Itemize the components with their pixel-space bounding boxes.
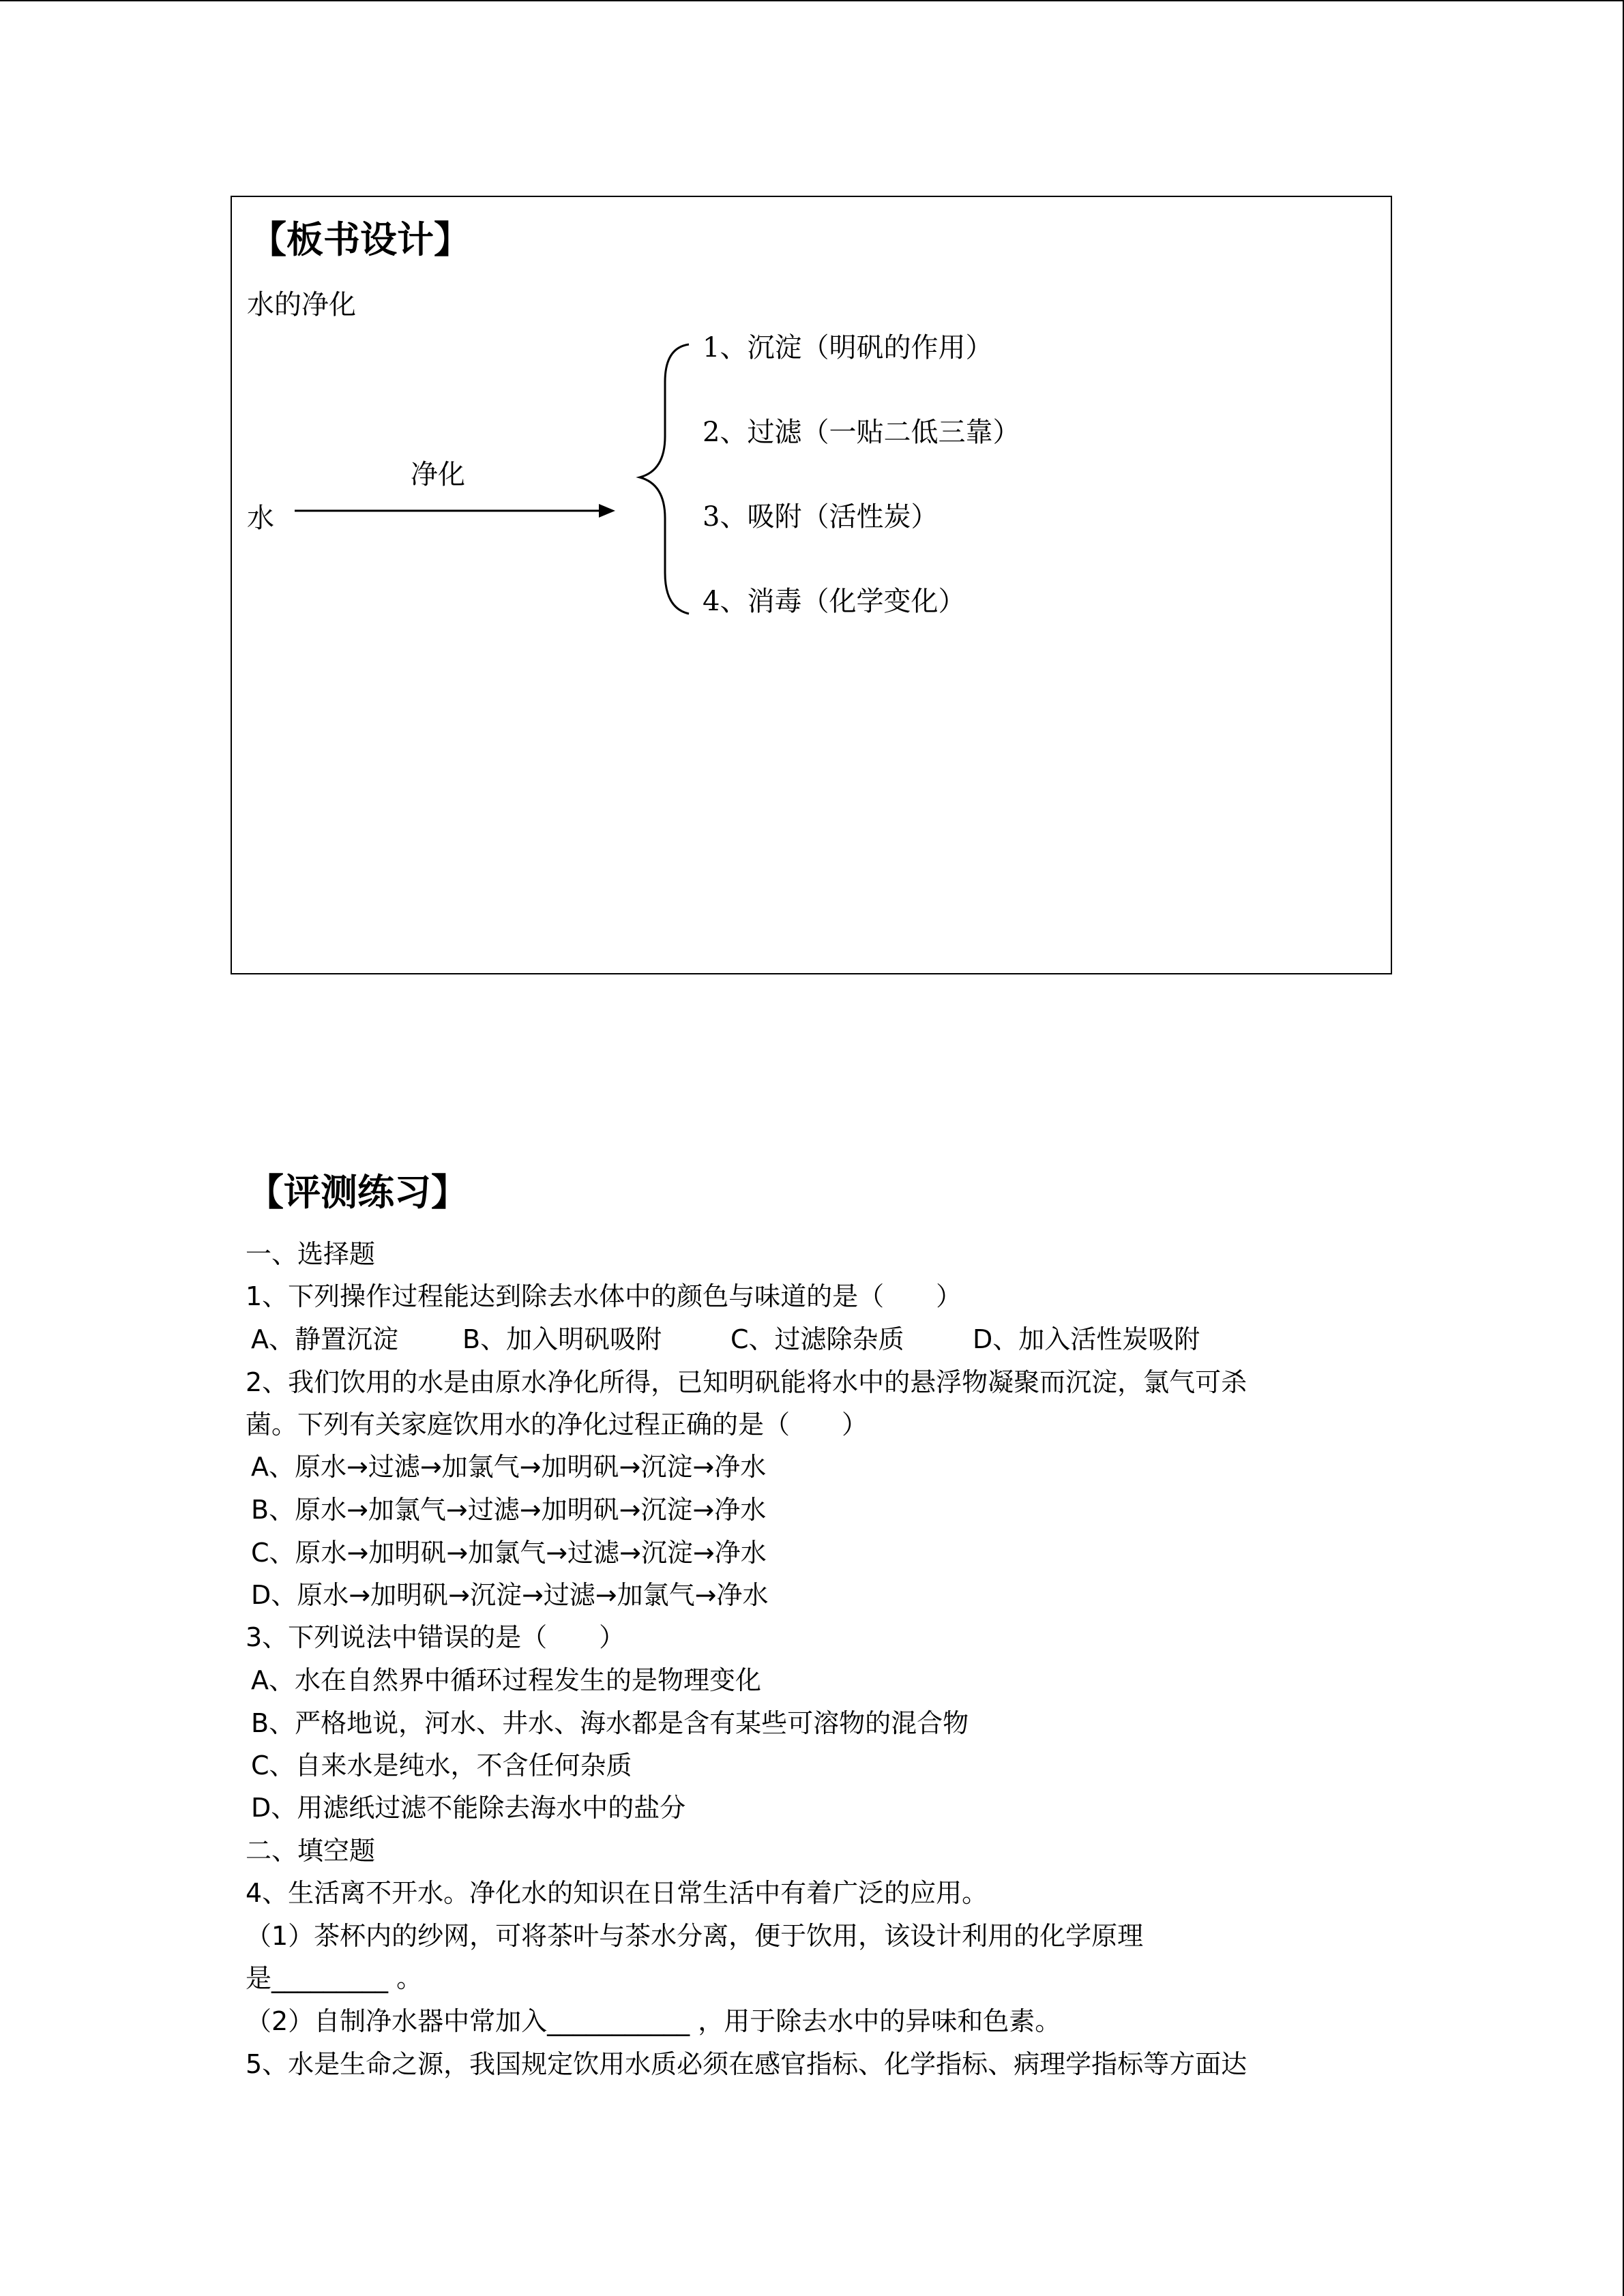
board-subtitle: 水的净化 [247,289,356,320]
q1-option-b: B、加入明矾吸附 [462,1324,662,1354]
q1-options [251,1326,1200,1352]
q2-option-c: C、原水→加明矾→加氯气→过滤→沉淀→净水 [251,1538,767,1568]
q4-part1-line1: （1）茶杯内的纱网，可将茶叶与茶水分离，便于饮用，该设计利用的化学原理 [246,1921,1144,1951]
q3-option-b: B、严格地说，河水、井水、海水都是含有某些可溶物的混合物 [251,1708,969,1738]
q3-option-d: D、用滤纸过滤不能除去海水中的盐分 [251,1793,686,1823]
board-item-4: 4、消毒（化学变化） [703,586,966,617]
q2-stem-line1: 2、我们饮用的水是由原水净化所得，已知明矾能将水中的悬浮物凝聚而沉淀，氯气可杀 [246,1367,1247,1397]
q5-stem: 5、水是生命之源，我国规定饮用水质必须在感官指标、化学指标、病理学指标等方面达 [246,2049,1247,2079]
purify-arrow-label: 净化 [411,459,465,490]
board-item-2: 2、过滤（一贴二低三靠） [703,417,1020,448]
board-heading: 【板书设计】 [250,218,471,261]
q1-stem: 1、下列操作过程能达到除去水体中的颜色与味道的是（ ） [246,1281,962,1311]
q2-option-a: A、原水→过滤→加氯气→加明矾→沉淀→净水 [251,1452,767,1482]
q2-option-d: D、原水→加明矾→沉淀→过滤→加氯气→净水 [251,1580,769,1610]
section-choice-title: 一、选择题 [246,1239,376,1269]
q2-option-b: B、原水→加氯气→过滤→加明矾→沉淀→净水 [251,1495,767,1525]
q4-stem: 4、生活离不开水。净化水的知识在日常生活中有着广泛的应用。 [246,1878,988,1908]
board-item-3: 3、吸附（活性炭） [703,501,939,533]
q1-option-d: D、加入活性炭吸附 [973,1324,1200,1354]
purify-arrow-head [599,504,615,518]
q4-part2: （2）自制净水器中常加入___________ ，用于除去水中的异味和色素。 [246,2006,1061,2036]
q3-stem: 3、下列说法中错误的是（ ） [246,1622,625,1652]
q3-option-a: A、水在自然界中循环过程发生的是物理变化 [251,1665,761,1695]
water-label: 水 [247,503,274,534]
board-item-1: 1、沉淀（明矾的作用） [703,332,993,363]
exercise-heading: 【评测练习】 [247,1171,468,1214]
q1-option-a: A、静置沉淀 [251,1324,398,1354]
q4-part1-line2: 是_________ 。 [246,1963,423,1993]
q3-option-c: C、自来水是纯水，不含任何杂质 [251,1750,632,1780]
q2-stem-line2: 菌。下列有关家庭饮用水的净化过程正确的是（ ） [246,1410,868,1440]
brace-icon [640,344,689,614]
q1-option-c: C、过滤除杂质 [730,1324,904,1354]
section-fill-title: 二、填空题 [246,1836,376,1866]
